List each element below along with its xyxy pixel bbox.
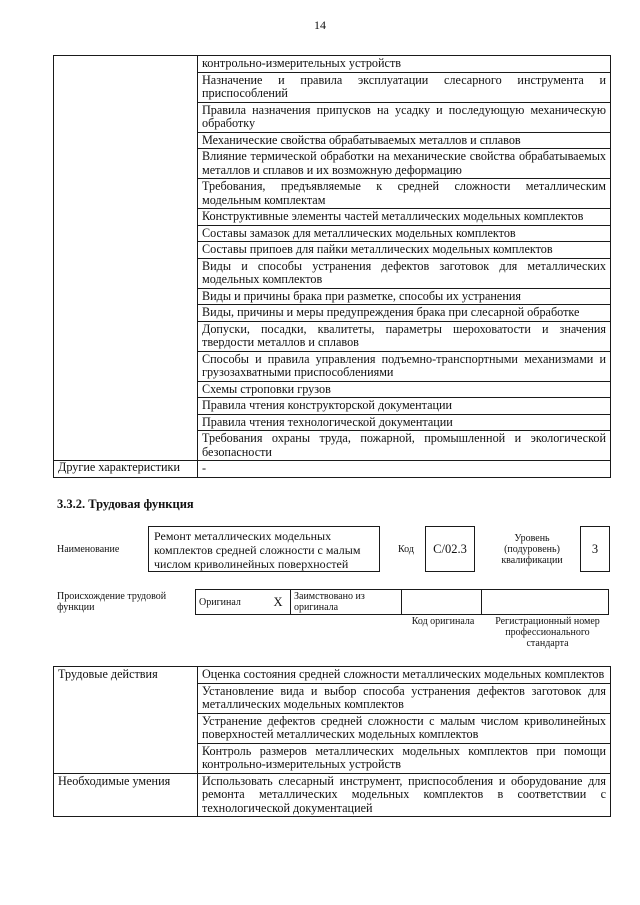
page-number: 14	[314, 18, 326, 32]
other-characteristics-value: -	[198, 461, 611, 478]
actions-table	[53, 666, 611, 817]
knowledge-item: Требования охраны труда, пожарной, промышленной и экологической безопасности	[198, 431, 611, 461]
knowledge-item: Правила назначения припусков на усадку и последующую механическую обработку	[198, 102, 611, 132]
knowledge-label-cell	[54, 56, 198, 461]
table-row	[54, 56, 611, 73]
knowledge-item: Правила чтения конструкторской документации	[198, 398, 611, 415]
knowledge-item: Влияние термической обработки на механические свойства обрабатываемых металлов и сплавов и их возможную деформацию	[198, 149, 611, 179]
labor-action-item: Оценка состояния средней сложности металлических модельных комплектов	[198, 667, 611, 684]
origin-label: Происхождение трудовой функции	[57, 591, 167, 613]
table-row	[54, 461, 611, 478]
knowledge-item: Виды, причины и меры предупреждения брака при слесарной обработке	[198, 305, 611, 322]
knowledge-item: Механические свойства обрабатываемых металлов и сплавов	[198, 132, 611, 149]
knowledge-item: Назначение и правила эксплуатации слесарного инструмента и приспособлений	[198, 72, 611, 102]
section-heading: 3.3.2. Трудовая функция	[57, 497, 194, 511]
knowledge-item: Схемы строповки грузов	[198, 381, 611, 398]
knowledge-item: Виды и способы устранения дефектов заготовок для металлических модельных комплектов	[198, 258, 611, 288]
required-skills-label: Необходимые умения	[54, 773, 198, 817]
table-row	[54, 773, 611, 817]
origin-table	[195, 589, 609, 615]
knowledge-item: Способы и правила управления подъемно-транспортными механизмами и грузозахватными приспособлениями	[198, 351, 611, 381]
original-mark: X	[266, 590, 291, 615]
labor-action-item: Контроль размеров металлических модельных комплектов при помощи контрольно-измерительных устройств	[198, 743, 611, 773]
other-characteristics-label: Другие характеристики	[54, 461, 198, 478]
labor-actions-label: Трудовые действия	[54, 667, 198, 774]
function-name-box: Ремонт металлических модельных комплектов средней сложности с малым числом криволинейных поверхностей	[148, 526, 380, 572]
required-skill-item: Использовать слесарный инструмент, приспособления и оборудование для ремонта металлических модельных комплектов в соответствии с технологической документацией	[198, 773, 611, 817]
function-code-box: С/02.3	[425, 526, 475, 572]
qualification-level-label: Уровень (подуровень) квалификации	[501, 533, 563, 566]
original-label: Оригинал	[196, 590, 267, 615]
knowledge-item: Требования, предъявляемые к средней сложности металлическим модельным комплектам	[198, 179, 611, 209]
knowledge-item: Допуски, посадки, квалитеты, параметры шероховатости и значения твердости металлов и сплавов	[198, 321, 611, 351]
name-label: Наименование	[57, 544, 120, 555]
knowledge-table	[53, 55, 611, 478]
code-label: Код	[398, 544, 414, 555]
code-caption: Код оригинала	[411, 616, 475, 627]
knowledge-item: Составы замазок для металлических модельных комплектов	[198, 225, 611, 242]
knowledge-item: Правила чтения технологической документации	[198, 414, 611, 431]
table-row	[54, 667, 611, 684]
knowledge-item: Виды и причины брака при разметке, способы их устранения	[198, 288, 611, 305]
original-code-cell	[402, 590, 482, 615]
borrowed-label: Заимствовано из оригинала	[291, 590, 402, 615]
registration-number-cell	[482, 590, 609, 615]
qualification-level-box: 3	[580, 526, 610, 572]
labor-action-item: Установление вида и выбор способа устранения дефектов заготовок для металлических модельных комплектов	[198, 683, 611, 713]
knowledge-item: Конструктивные элементы частей металлических модельных комплектов	[198, 209, 611, 226]
registration-caption: Регистрационный номер профессионального стандарта	[495, 616, 600, 649]
knowledge-item: Составы припоев для пайки металлических модельных комплектов	[198, 242, 611, 259]
labor-action-item: Устранение дефектов средней сложности с малым числом криволинейных поверхностей металлических модельных комплектов	[198, 713, 611, 743]
knowledge-item: контрольно-измерительных устройств	[198, 56, 611, 73]
